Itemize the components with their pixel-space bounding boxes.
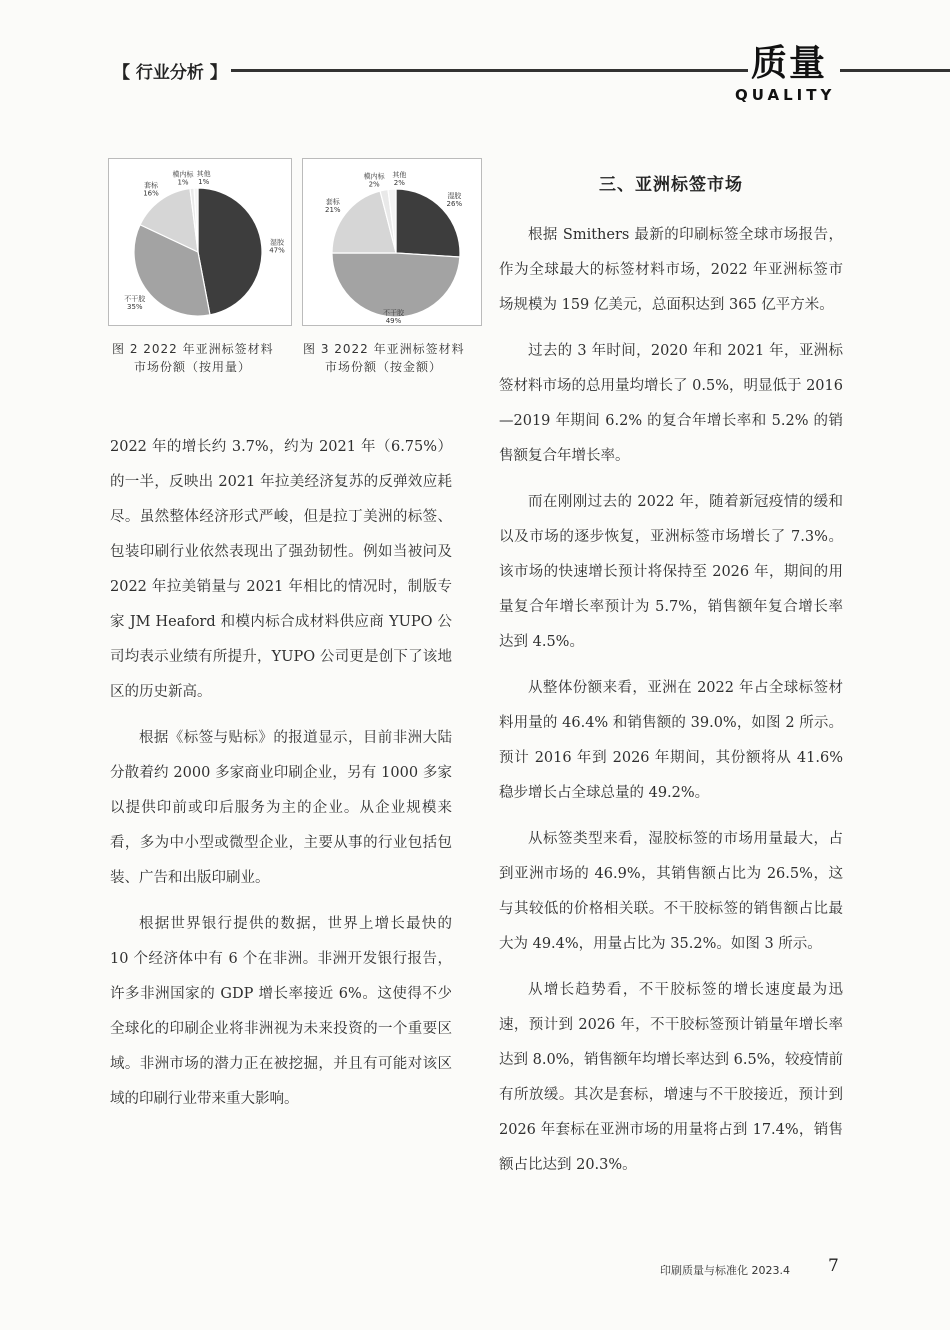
left-paragraph-1: 2022 年的增长约 3.7%，约为 2021 年（6.75%）的一半，反映出 2021 年拉美经济复苏的反弹效应耗尽。虽然整体经济形式严峻，但是拉丁美洲的标签、包装印刷行业依然表现出了强劲韧性。例如当被问及 2022 年拉美销量与 2021 年相比的情况时，制版专家 JM Heaford 和模内标合成材料供应商 YUPO 公司均表示业绩有所提升，YUPO 公司更是创下了该地区的历史新高。 — [110, 439, 452, 700]
pie-label-1-0: 湿胶 26% — [446, 192, 463, 209]
figure-2-caption — [112, 340, 302, 376]
pie-label-0-1: 不干胶 35% — [124, 295, 146, 312]
figure-3-pie-chart — [302, 158, 482, 326]
pie-slice-0-0 — [198, 188, 262, 315]
pie-label-1-4: 其他 2% — [392, 171, 407, 188]
left-column — [110, 430, 452, 1128]
figure-2-pie-chart — [108, 158, 292, 326]
left-paragraph-3: 根据世界银行提供的数据，世界上增长最快的 10 个经济体中有 6 个在非洲。非洲开发银行报告，许多非洲国家的 GDP 增长率接近 6%。这使得不少全球化的印刷企业将非洲视为未来投资的一个重要区域。非洲市场的潜力正在被挖掘，并且有可能对该区域的印刷行业带来重大影响。 — [110, 916, 452, 1107]
page-number: 7 — [828, 1256, 839, 1276]
right-paragraph-4: 从整体份额来看，亚洲在 2022 年占全球标签材料用量的 46.4% 和销售额的 39.0%，如图 2 所示。预计 2016 年到 2026 年期间，其份额将从 41.6% 稳步增长占全球总量的 49.2%。 — [499, 680, 843, 801]
pie-label-1-1: 不干胶 49% — [382, 309, 404, 325]
right-paragraph-3: 而在刚刚过去的 2022 年，随着新冠疫情的缓和以及市场的逐步恢复，亚洲标签市场增长了 7.3%。该市场的快速增长预计将保持至 2026 年，期间的用量复合年增长率预计为 5.7%，销售额年复合增长率达到 4.5%。 — [499, 494, 843, 650]
right-column — [499, 218, 843, 1194]
right-paragraph-2: 过去的 3 年时间，2020 年和 2021 年，亚洲标签材料市场的总用量均增长了 0.5%，明显低于 2016—2019 年期间 6.2% 的复合年增长率和 5.2% 的销售额复合年增长率。 — [499, 343, 843, 464]
figure-3-svg — [303, 159, 481, 325]
journal-footer: 印刷质量与标准化 2023.4 — [660, 1264, 790, 1277]
figure-2-svg — [109, 159, 291, 325]
section-title: 三、亚洲标签市场 — [599, 175, 743, 195]
section-tag: 【 行业分析 】 — [113, 58, 231, 83]
header-rule — [205, 69, 750, 72]
figure-2-caption-line1: 图 2 2022 年亚洲标签材料 — [112, 342, 274, 356]
figure-3-caption — [303, 340, 488, 376]
brand-logo-en: QUALITY — [735, 86, 836, 104]
pie-label-0-0: 湿胶 47% — [269, 238, 285, 255]
pie-label-0-4: 其他 1% — [196, 170, 211, 187]
pie-label-1-3: 模内标 2% — [363, 172, 385, 189]
figure-3-caption-line1: 图 3 2022 年亚洲标签材料 — [303, 342, 465, 356]
left-paragraph-2: 根据《标签与贴标》的报道显示，目前非洲大陆分散着约 2000 多家商业印刷企业，另有 1000 多家以提供印前或印后服务为主的企业。从企业规模来看，多为中小型或微型企业，主要从事的行业包括包装、广告和出版印刷业。 — [110, 730, 452, 886]
pie-slice-1-1 — [332, 253, 460, 317]
figure-3-caption-line2: 市场份额（按金额） — [325, 360, 443, 374]
right-paragraph-6: 从增长趋势看，不干胶标签的增长速度最为迅速，预计到 2026 年，不干胶标签预计销量年增长率达到 8.0%，销售额年均增长率达到 6.5%，较疫情前有所放缓。其次是套标，增速与不干胶接近，预计到 2026 年套标在亚洲市场的用量将占到 17.4%，销售额占比达到 20.3%。 — [499, 982, 843, 1173]
header-rule-right — [840, 69, 950, 72]
brand-logo-cn: 质量 — [748, 44, 830, 84]
pie-label-0-3: 模内标 1% — [172, 170, 194, 187]
pie-label-1-2: 套标 21% — [325, 197, 341, 214]
right-paragraph-1: 根据 Smithers 最新的印刷标签全球市场报告，作为全球最大的标签材料市场，2022 年亚洲标签市场规模为 159 亿美元，总面积达到 365 亿平方米。 — [499, 227, 843, 313]
right-paragraph-5: 从标签类型来看，湿胶标签的市场用量最大，占到亚洲市场的 46.9%，其销售额占比为 26.5%，这与其较低的价格相关联。不干胶标签的销售额占比最大为 49.4%，用量占比为 35.2%。如图 3 所示。 — [499, 831, 843, 952]
pie-label-0-2: 套标 16% — [143, 181, 159, 198]
figure-2-caption-line2: 市场份额（按用量） — [134, 360, 252, 374]
